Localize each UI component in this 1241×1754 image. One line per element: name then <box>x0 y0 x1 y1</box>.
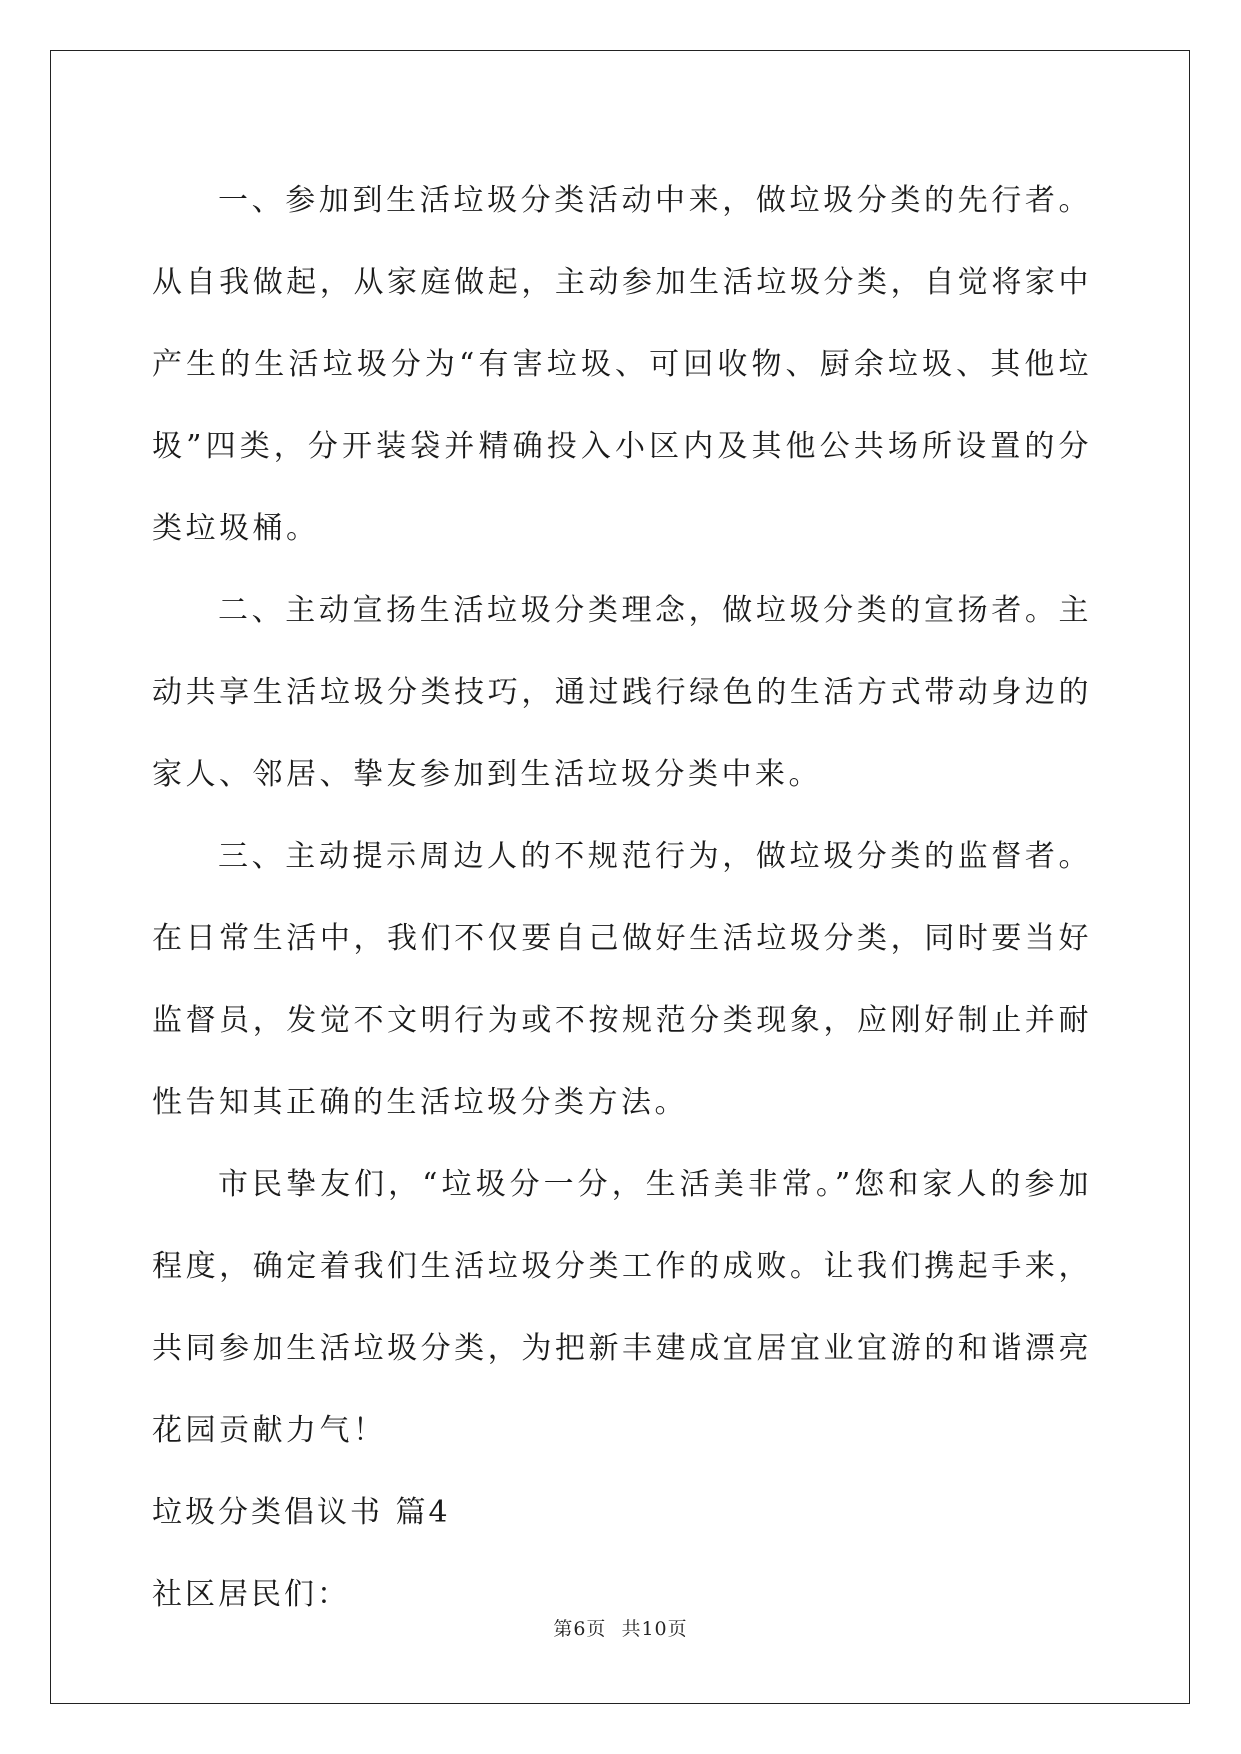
document-body <box>152 160 1092 1636</box>
paragraph-1: 一、参加到生活垃圾分类活动中来，做垃圾分类的先行者。从自我做起，从家庭做起，主动参加生活垃圾分类，自觉将家中产生的生活垃圾分为“有害垃圾、可回收物、厨余垃圾、其他垃圾”四类，分开装袋并精确投入小区内及其他公共场所设置的分类垃圾桶。 <box>152 183 1092 546</box>
page-footer <box>0 1614 1241 1641</box>
paragraph-2: 二、主动宣扬生活垃圾分类理念，做垃圾分类的宣扬者。主动共享生活垃圾分类技巧，通过践行绿色的生活方式带动身边的家人、邻居、挚友参加到生活垃圾分类中来。 <box>152 593 1092 792</box>
salutation: 社区居民们： <box>152 1577 350 1612</box>
section-heading: 垃圾分类倡议书 篇4 <box>152 1495 451 1530</box>
page-number-total: 共10页 <box>621 1618 688 1640</box>
paragraph-3: 三、主动提示周边人的不规范行为，做垃圾分类的监督者。在日常生活中，我们不仅要自己做好生活垃圾分类，同时要当好监督员，发觉不文明行为或不按规范分类现象，应刚好制止并耐性告知其正确的生活垃圾分类方法。 <box>152 839 1092 1120</box>
paragraph-4: 市民挚友们，“垃圾分一分，生活美非常。”您和家人的参加程度，确定着我们生活垃圾分类工作的成败。让我们携起手来，共同参加生活垃圾分类，为把新丰建成宜居宜业宜游的和谐漂亮花园贡献力气！ <box>152 1167 1092 1448</box>
page-number-current: 第6页 <box>553 1618 607 1640</box>
